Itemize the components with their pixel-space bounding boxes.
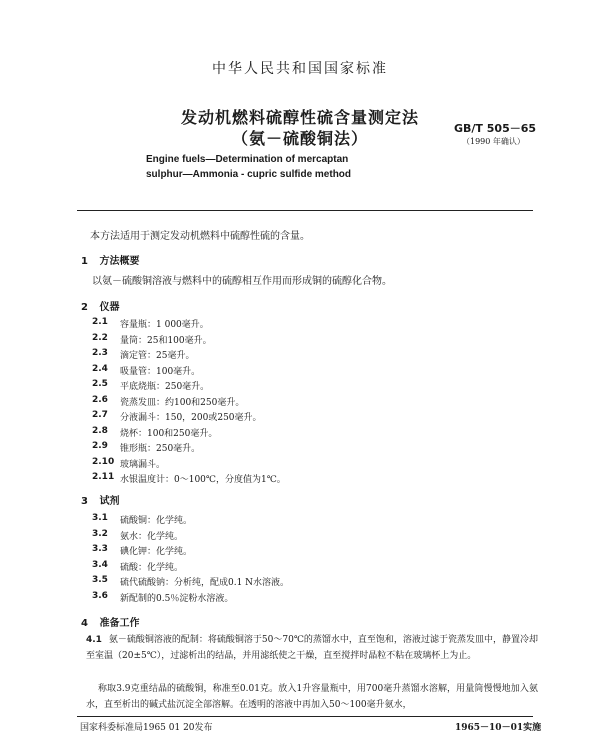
reagent-item-text: 碘化钾：化学纯。 (120, 547, 193, 557)
paragraph-number: 4.1 (86, 635, 102, 645)
reagent-item-text: 硫代硫酸钠：分析纯，配成0.1 N水溶液。 (120, 578, 290, 588)
paragraph-text: 氨－硫酸铜溶液的配制：将硫酸铜溶于50～70℃的蒸馏水中，直至饱和，溶液过滤于瓷蒸发皿中，静置冷却至室温（20±5℃），过滤析出的结晶，并用滤纸使之干燥，直至搅拌时晶粒不粘在玻璃杯上为止。 (86, 635, 538, 661)
apparatus-item-text: 烧杯：100和250毫升。 (120, 428, 218, 439)
apparatus-item-text: 容量瓶：1 000毫升。 (120, 320, 209, 330)
issue-date: 国家科委标准局1965 01 20发布 (80, 723, 213, 733)
section-number: 4 (81, 618, 88, 629)
apparatus-item-number: 2.3 (92, 348, 108, 358)
apparatus-item-text: 吸量管：100毫升。 (120, 366, 201, 377)
apparatus-item-number: 2.8 (92, 425, 108, 436)
intro-text: 本方法适用于测定发动机燃料中硫醇性硫的含量。 (90, 231, 310, 242)
section-1-text: 以氨－硫酸铜溶液与燃料中的硫醇相互作用而形成铜的硫醇化合物。 (92, 276, 392, 287)
apparatus-item-number: 2.1 (92, 317, 108, 327)
apparatus-item-number: 2.2 (92, 332, 108, 343)
reagent-item-number: 3.2 (92, 528, 108, 539)
apparatus-item-number: 2.10 (92, 456, 115, 467)
section-title: 仪器 (99, 302, 120, 313)
reagent-item-number: 3.1 (92, 513, 108, 523)
apparatus-item-text: 滴定管：25毫升。 (120, 351, 195, 361)
english-title-line-1: Engine fuels—Determination of mercaptan (146, 154, 349, 165)
apparatus-item-number: 2.7 (92, 410, 108, 420)
section-4-paragraph-2: 称取3.9克重结晶的硫酸铜，称准至0.01克。放入1升容量瓶中，用700毫升蒸馏水溶解，用量筒慢慢地加入氨水，直至析出的碱式盐沉淀全部溶解。在透明的溶液中再加入50～100毫升氨水， (86, 684, 538, 710)
section-4-paragraph-1 (86, 632, 538, 664)
apparatus-item-text: 锥形瓶：250毫升。 (120, 444, 201, 454)
document-title: 发动机燃料硫醇性硫含量测定法 (180, 108, 419, 127)
apparatus-item-number: 2.11 (92, 472, 115, 482)
reagent-item-text: 硫酸铜：化学纯。 (120, 516, 193, 526)
section-title: 准备工作 (99, 618, 140, 629)
section-2-heading (81, 298, 119, 313)
reagent-item-number: 3.3 (92, 544, 108, 554)
footer-divider (77, 716, 533, 717)
reagent-item-text: 新配制的0.5％淀粉水溶液。 (120, 593, 234, 604)
apparatus-item-text: 分液漏斗：150，200或250毫升。 (120, 413, 262, 423)
document-subtitle: （氨－硫酸铜法） (231, 129, 368, 148)
apparatus-item-text: 玻璃漏斗。 (120, 459, 166, 470)
apparatus-item-text: 水银温度计：0～100℃，分度值为1℃。 (120, 475, 286, 485)
english-title-line-2: sulphur—Ammonia - cupric sulfide method (146, 169, 352, 180)
reagent-item-number: 3.5 (92, 575, 108, 585)
header-divider (77, 210, 533, 211)
reagent-item-number: 3.4 (92, 559, 108, 570)
standard-code: GB/T 505－65 (454, 122, 537, 135)
section-number: 1 (81, 256, 88, 267)
section-number: 3 (81, 496, 88, 507)
section-title: 方法概要 (99, 256, 140, 267)
confirmation-note: （1990 年确认） (462, 137, 525, 146)
apparatus-item-number: 2.5 (92, 379, 108, 389)
apparatus-item-number: 2.6 (92, 394, 108, 405)
reagent-item-number: 3.6 (92, 590, 108, 601)
english-title (146, 152, 351, 182)
apparatus-item-number: 2.4 (92, 363, 108, 374)
section-1-heading (81, 252, 139, 267)
section-3-heading (81, 492, 119, 507)
reagent-item-text: 氨水：化学纯。 (120, 531, 184, 542)
apparatus-item-text: 平底烧瓶：250毫升。 (120, 382, 210, 392)
apparatus-item-text: 量筒：25和100毫升。 (120, 335, 212, 346)
apparatus-item-text: 瓷蒸发皿：约100和250毫升。 (120, 397, 245, 408)
effective-date: 1965－10－01实施 (455, 723, 542, 733)
section-4-heading (81, 614, 139, 629)
section-title: 试剂 (99, 496, 120, 507)
section-number: 2 (81, 302, 88, 313)
apparatus-item-number: 2.9 (92, 441, 108, 451)
reagent-item-text: 硫酸：化学纯。 (120, 562, 184, 573)
standard-organization: 中华人民共和国国家标准 (212, 61, 388, 77)
